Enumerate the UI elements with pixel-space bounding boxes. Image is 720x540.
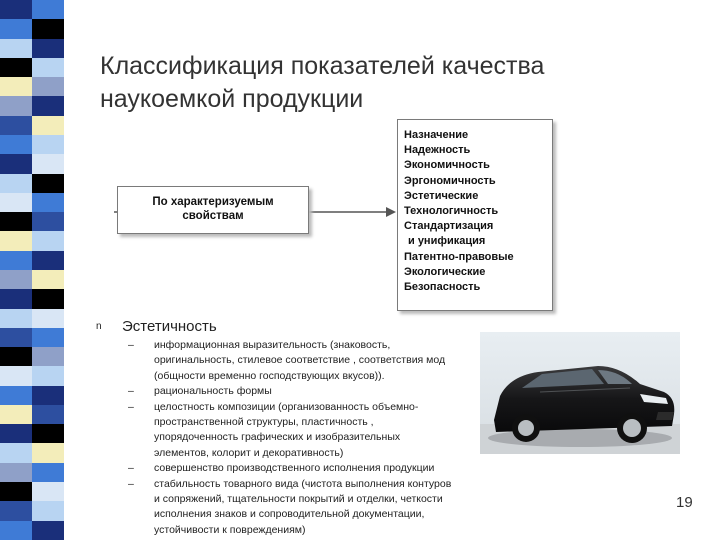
quality-indicator-item: и унификация: [408, 235, 486, 248]
dash-marker: –: [128, 477, 134, 490]
aesthetic-item-line: элементов, колорит и декоративность): [154, 446, 344, 459]
aesthetic-items-list: [128, 338, 498, 538]
dash-marker: –: [128, 462, 134, 475]
dash-marker: –: [128, 339, 134, 351]
aesthetic-item: [128, 338, 498, 384]
classifier-line-1: По характеризуемым: [152, 196, 274, 208]
quality-indicator-item: Назначение: [404, 129, 469, 141]
aesthetic-item-line: целостность композиции (организованность объемно-: [154, 400, 419, 413]
aesthetic-item-line: упорядоченность графических и изобразительных: [154, 431, 401, 444]
quality-indicator-item: Надежность: [404, 144, 471, 157]
quality-indicator-item: Технологичность: [404, 205, 499, 218]
quality-indicators-box: [397, 119, 553, 311]
aesthetic-item-line: рациональность формы: [154, 385, 272, 398]
aesthetic-item-line: стабильность товарного вида (чистота выполнения контуров: [154, 477, 452, 490]
aesthetic-item-line: совершенство производственного исполнения продукции: [154, 462, 435, 475]
quality-indicator-item: Экологические: [404, 265, 486, 278]
aesthetic-item-line: и сопряжений, тщательности покрытий и отделки, четкости: [154, 493, 443, 506]
quality-indicator-item: Эстетические: [404, 189, 479, 202]
aesthetic-item: [128, 400, 498, 462]
quality-indicator-item: Эргономичность: [404, 174, 496, 187]
quality-indicators-list: [398, 120, 552, 295]
quality-indicator-item: Стандартизация: [404, 220, 494, 233]
page-number: 19: [676, 494, 693, 511]
classifier-line-2: свойствам: [182, 210, 244, 222]
bullet-heading: [96, 318, 217, 335]
quality-indicator-item: Патентно-правовые: [404, 250, 514, 263]
dash-marker: –: [128, 400, 134, 413]
quality-indicator-item: Экономичность: [404, 159, 490, 172]
title-line-2: наукоемкой продукции: [100, 85, 364, 113]
quality-indicator-item: Безопасность: [404, 281, 481, 294]
aesthetic-item: [128, 384, 498, 399]
aesthetic-item-line: устойчивости к повреждениям): [154, 523, 306, 536]
aesthetic-item-line: информационная выразительность (знаковость,: [154, 339, 391, 351]
classifier-box: [117, 186, 309, 234]
bullet-marker: n: [96, 321, 102, 332]
aesthetic-item: [128, 461, 498, 476]
dash-marker: –: [128, 385, 134, 398]
car-photo: [480, 332, 680, 454]
aesthetic-item-line: (общности временно господствующих вкусов)).: [154, 369, 385, 382]
bullet-heading-text: Эстетичность: [122, 318, 217, 335]
aesthetic-item: [128, 477, 498, 539]
title-line-1: Классификация показателей качества: [100, 52, 545, 80]
aesthetic-item-line: оригинальность, стилевое соответствие , соответствия мод: [154, 354, 446, 367]
aesthetic-item-line: исполнения знаков и сопроводительной документации,: [154, 508, 425, 521]
aesthetic-item-line: пространственной структуры, пластичность ,: [154, 416, 374, 429]
